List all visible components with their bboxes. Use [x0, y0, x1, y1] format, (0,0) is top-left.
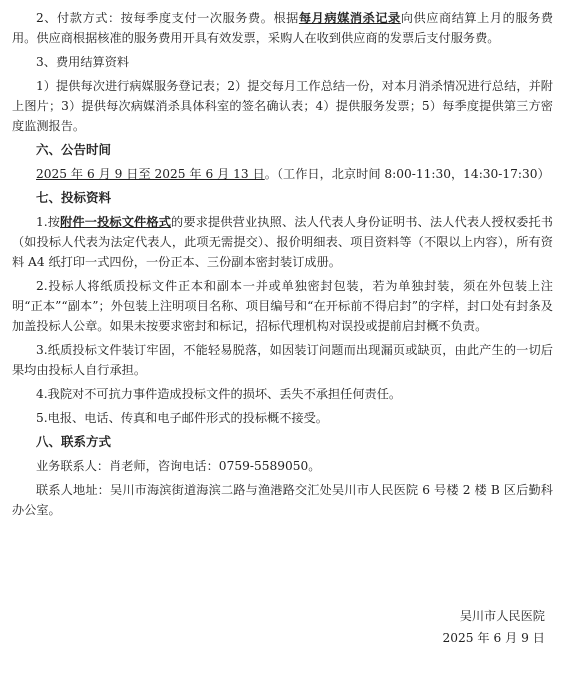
contact-person: 业务联系人：肖老师，咨询电话：0759-5589050。	[36, 459, 321, 473]
bid-item-1-text-a: 1.按	[36, 215, 61, 229]
bid-item-4: 4.我院对不可抗力事件造成投标文件的损坏、丢失不承担任何责任。	[36, 387, 402, 401]
signature-organization: 吴川市人民医院	[459, 609, 545, 623]
payment-record-emphasis: 每月病媒消杀记录	[298, 11, 401, 25]
bid-item-1-text-b: 的要求提供营业执照、法人代表人身份证明书、法人代表人授权委托书（如投标人代表为法定代表人，此项无需提交）、报价明细表、项目资料等（不限以上内容），所有资料 A4 纸打印一式四份，一份正本、三份副本密封装订成册。	[12, 215, 553, 269]
notice-time-hours: 。（工作日，北京时间 8:00-11:30，14:30-17:30）	[264, 167, 550, 181]
bid-item-1	[12, 212, 553, 272]
section-heading-contact: 八、联系方式	[36, 434, 112, 449]
section-heading-notice-time: 六、公告时间	[36, 142, 112, 157]
settlement-title: 3、费用结算资料	[36, 55, 130, 69]
bid-item-3: 3.纸质投标文件装订牢固，不能轻易脱落，如因装订问题而出现漏页或缺页，由此产生的一切后果均由投标人自行承担。	[12, 343, 553, 377]
bid-item-5: 5.电报、电话、传真和电子邮件形式的投标概不接受。	[36, 411, 328, 425]
notice-time-paragraph	[12, 164, 553, 184]
payment-text-a: 2、付款方式：按每季度支付一次服务费。根据	[36, 11, 299, 25]
contact-address: 联系人地址：吴川市海滨街道海滨二路与渔港路交汇处吴川市人民医院 6 号楼 2 楼 B 区后勤科办公室。	[12, 483, 553, 517]
notice-date-range: 2025 年 6 月 9 日至 2025 年 6 月 13 日	[36, 167, 265, 181]
settlement-body: 1）提供每次进行病媒服务登记表；2）提交每月工作总结一份，对本月消杀情况进行总结，并附上图片；3）提供每次病媒消杀具体科室的签名确认表；4）提供服务发票；5）每季度提供第三方密度监测报告。	[12, 79, 553, 133]
payment-text-b: 向供应商结算上月的服务费用。供应商根据核准的服务费用开具有效发票，采购人在收到供应商的发票后支付服务费。	[12, 11, 554, 45]
bid-attachment-emphasis: 附件一投标文件格式	[60, 215, 172, 229]
document-body	[12, 8, 553, 524]
bid-item-2: 2.投标人将纸质投标文件正本和副本一并或单独密封包装，若为单独封装，须在外包装上注明“正本”“副本”；外包装上注明项目名称、项目编号和“在开标前不得启封”的字样，封口处有封条及加盖投标人公章。如果未按要求密封和标记，招标代理机构对误投或提前启封概不负责。	[12, 279, 553, 333]
signature-date: 2025 年 6 月 9 日	[442, 631, 545, 645]
section-heading-bid-docs: 七、投标资料	[36, 190, 112, 205]
payment-method-paragraph	[12, 8, 553, 48]
